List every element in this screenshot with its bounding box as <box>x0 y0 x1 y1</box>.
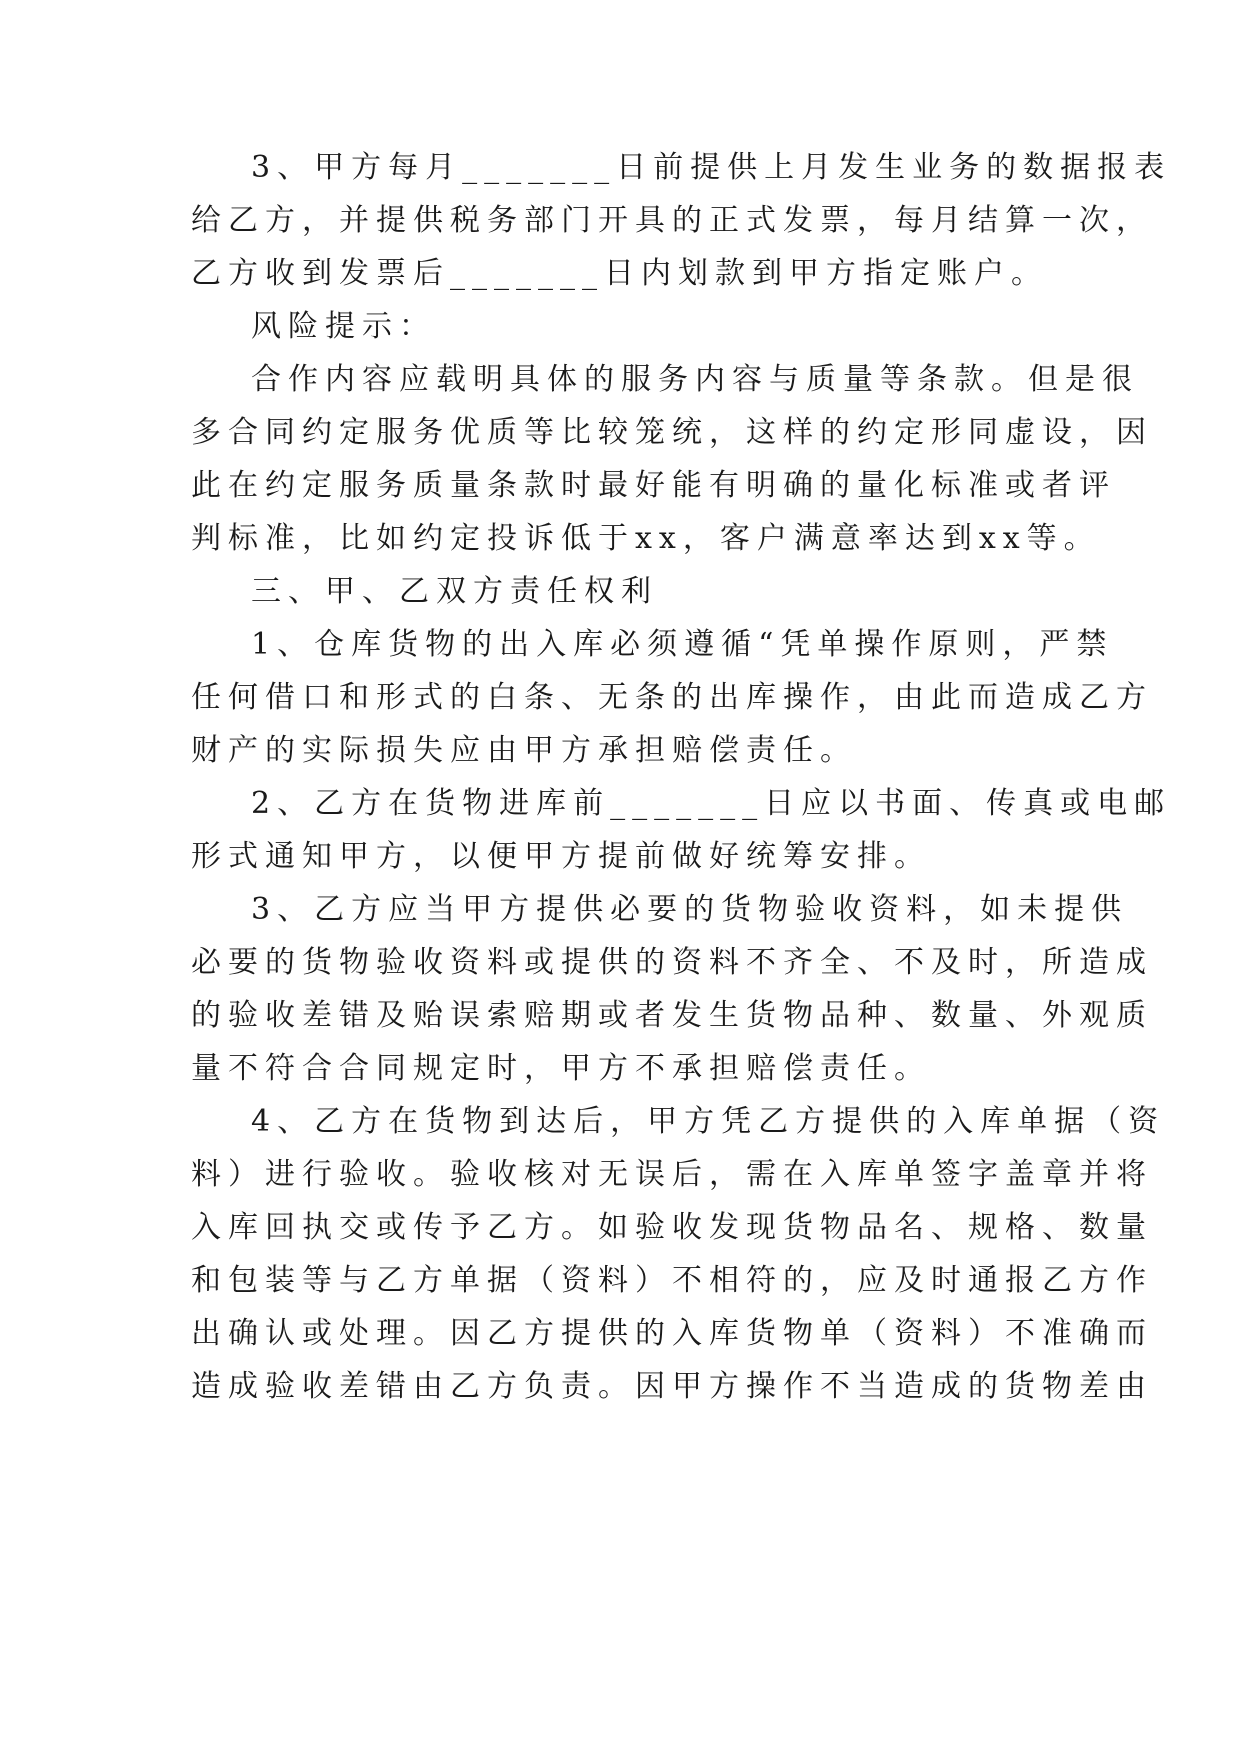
text-line: 入库回执交或传予乙方。如验收发现货物品名、规格、数量 <box>191 1210 1153 1245</box>
text-line: 财产的实际损失应由甲方承担赔偿责任。 <box>191 733 857 768</box>
text-line: 给乙方，并提供税务部门开具的正式发票，每月结算一次， <box>191 203 1153 238</box>
text-line: 造成验收差错由乙方负责。因甲方操作不当造成的货物差由 <box>191 1369 1153 1404</box>
text-line: 的验收差错及贻误索赔期或者发生货物品种、数量、外观质 <box>191 998 1153 1033</box>
text-line: 2、乙方在货物进库前_______日应以书面、传真或电邮 <box>251 786 1172 821</box>
text-line: 形式通知甲方，以便甲方提前做好统筹安排。 <box>191 839 931 874</box>
section-heading: 三、甲、乙双方责任权利 <box>251 574 658 609</box>
text-line: 此在约定服务质量条款时最好能有明确的量化标准或者评 <box>191 468 1116 503</box>
text-line: 料）进行验收。验收核对无误后，需在入库单签字盖章并将 <box>191 1157 1153 1192</box>
text-line: 必要的货物验收资料或提供的资料不齐全、不及时，所造成 <box>191 945 1153 980</box>
text-line: 3、乙方应当甲方提供必要的货物验收资料，如未提供 <box>251 892 1129 927</box>
text-line: 判标准，比如约定投诉低于xx，客户满意率达到xx等。 <box>191 521 1101 556</box>
text-line: 任何借口和形式的白条、无条的出库操作，由此而造成乙方 <box>191 680 1153 715</box>
text-line: 乙方收到发票后_______日内划款到甲方指定账户。 <box>191 256 1048 291</box>
text-line: 出确认或处理。因乙方提供的入库货物单（资料）不准确而 <box>191 1316 1153 1351</box>
text-line: 1、仓库货物的出入库必须遵循“凭单操作原则，严禁 <box>251 627 1114 662</box>
section-heading: 风险提示： <box>251 309 436 344</box>
text-line: 量不符合合同规定时，甲方不承担赔偿责任。 <box>191 1051 931 1086</box>
text-line: 多合同约定服务优质等比较笼统，这样的约定形同虚设，因 <box>191 415 1153 450</box>
text-line: 4、乙方在货物到达后，甲方凭乙方提供的入库单据（资 <box>251 1104 1166 1139</box>
text-line: 和包装等与乙方单据（资料）不相符的，应及时通报乙方作 <box>191 1263 1153 1298</box>
text-line: 合作内容应载明具体的服务内容与质量等条款。但是很 <box>251 362 1139 397</box>
text-line: 3、甲方每月_______日前提供上月发生业务的数据报表 <box>251 150 1172 185</box>
